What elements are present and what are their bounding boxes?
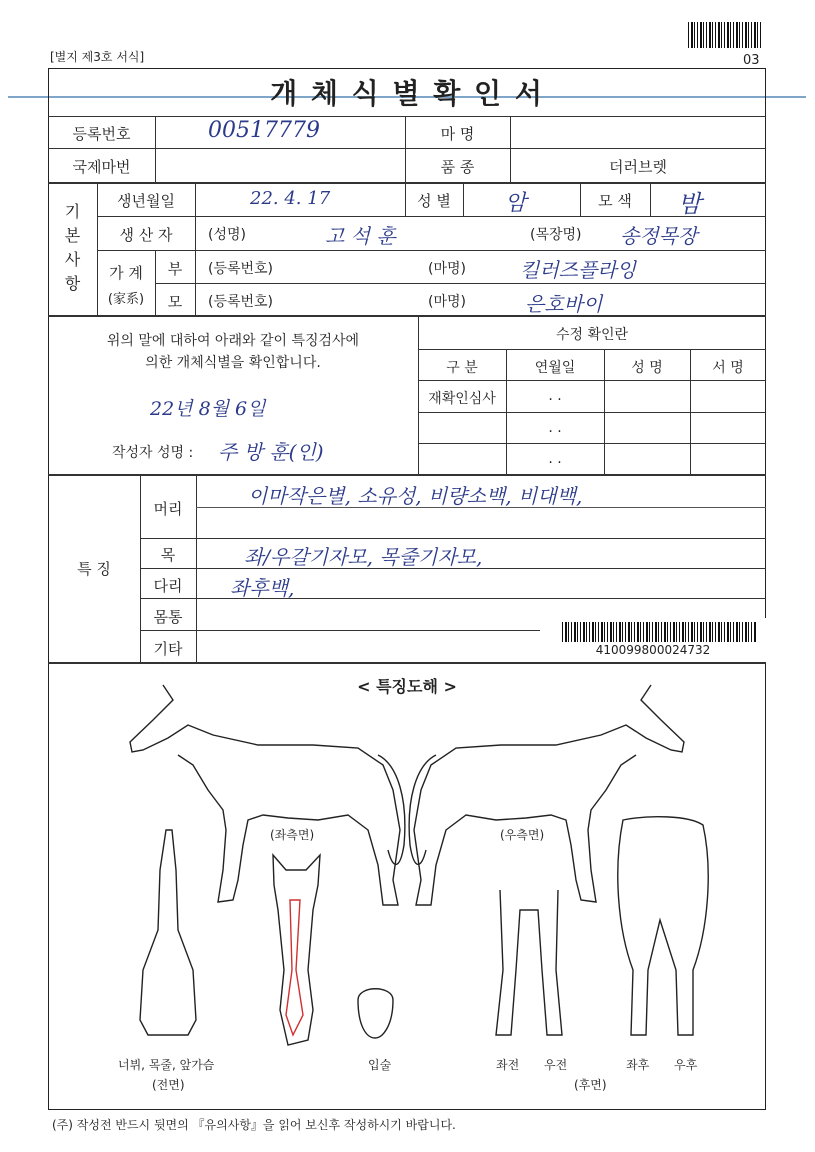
feature-body-label: 몸통 [153,608,183,626]
sex-value: 암 [505,191,527,216]
head-blaze-marking [286,900,303,1035]
page-number: 03 [743,53,760,68]
lips-view [358,989,393,1038]
feature-barcode [562,622,757,642]
confirm-date: 22년 8월 6일 [150,398,266,420]
breed-value: 더러브렛 [609,158,667,176]
sire-reg-label: (등록번호) [208,261,274,277]
coat-color-label: 모 색 [598,192,632,210]
right-side-tail [409,755,436,864]
sire-name-label: (마명) [428,261,466,277]
birth-value: 22. 4. 17 [250,188,331,209]
diagram-title: < 특징도해 > [357,677,457,696]
revision-header-kind: 구 분 [446,360,478,376]
left-side-horse [130,685,400,905]
revision-header-date: 연월일 [534,360,576,376]
writer-label: 작성자 성명 : [112,445,194,461]
feature-barcode-sticker [540,618,766,662]
front-right-caption: 우전 [544,1058,568,1072]
front-left-caption: 좌전 [496,1058,520,1072]
feature-head-value: 이마작은별, 소유성, 비량소백, 비대백, [248,484,583,508]
form-code: [별지 제3호 서식] [50,50,145,64]
front-legs-view [496,890,562,1035]
feature-head-label: 머리 [153,500,183,518]
farm-name-label: (목장명) [530,227,582,243]
feature-neck-label: 목 [160,546,176,564]
left-side-tail [378,755,405,864]
lips-caption: 입술 [368,1058,392,1072]
coat-color-value: 밤 [678,190,702,218]
dam-reg-label: (등록번호) [208,294,274,310]
front-view-caption: 너뷔, 목줄, 앞가슴 [118,1058,215,1072]
revision-row-date: . . [548,388,562,404]
reg-no-label: 등록번호 [72,125,131,143]
horse-diagram [48,670,766,1100]
basic-section-label: 기 본 사 항 [64,202,81,293]
revision-row-date: . . [548,451,562,467]
dam-name-value: 은호바이 [525,292,603,316]
dam-name-label: (마명) [428,294,466,310]
features-section-label: 특 징 [77,560,111,578]
hind-right-caption: 우후 [674,1058,698,1072]
right-side-horse [414,685,684,905]
rear-view-label: (후면) [574,1078,607,1092]
sire-label: 부 [167,260,183,278]
right-side-label: (우측면) [500,828,545,842]
revision-row-kind: 재확인심사 [428,391,496,407]
writer-value: 주 방 훈(인) [218,440,324,464]
hind-left-caption: 좌후 [626,1058,650,1072]
front-view-label: (전면) [152,1078,185,1092]
sire-name-value: 킬러즈플라잉 [520,258,636,282]
producer-name-value: 고 석 훈 [325,224,396,248]
top-barcode [688,22,762,48]
feature-barcode-number: 410099800024732 [595,643,711,657]
producer-label: 생 산 자 [119,226,173,244]
statement-line1: 위의 말에 대하여 아래와 같이 특징검사에 [106,333,360,349]
producer-name-label: (성명) [208,227,246,243]
sex-label: 성 별 [417,192,451,210]
revision-header-sign: 서 명 [712,360,744,376]
family-label: 가 계 [109,264,143,282]
front-view-horse [140,830,196,1035]
left-side-label: (좌측면) [270,828,315,842]
rear-view-horse [618,817,708,1035]
horse-name-label: 마 명 [440,125,475,143]
feature-other-label: 기타 [153,640,183,658]
family-hanja: (家系) [107,292,145,307]
intl-no-label: 국제마번 [72,158,131,176]
reg-no-value: 00517779 [208,118,320,143]
revision-row-date: . . [548,420,562,436]
feature-neck-value: 좌/우갈기자모, 목줄기자모, [244,545,483,569]
revision-header-name: 성 명 [631,360,663,376]
breed-label: 품 종 [440,158,475,176]
statement-line2: 의한 개체식별을 확인합니다. [145,355,321,371]
feature-legs-value: 좌후백, [230,576,295,600]
page-title: 개 체 식 별 확 인 서 [270,77,544,110]
farm-name-value: 송정목장 [620,224,698,248]
birth-label: 생년월일 [117,192,175,210]
revision-title: 수정 확인란 [555,327,629,343]
dam-label: 모 [167,293,183,311]
feature-legs-label: 다리 [153,577,183,595]
footer-note: (주) 작성전 반드시 뒷면의 『유의사항』을 읽어 보신후 작성하시기 바랍니다. [52,1118,456,1132]
